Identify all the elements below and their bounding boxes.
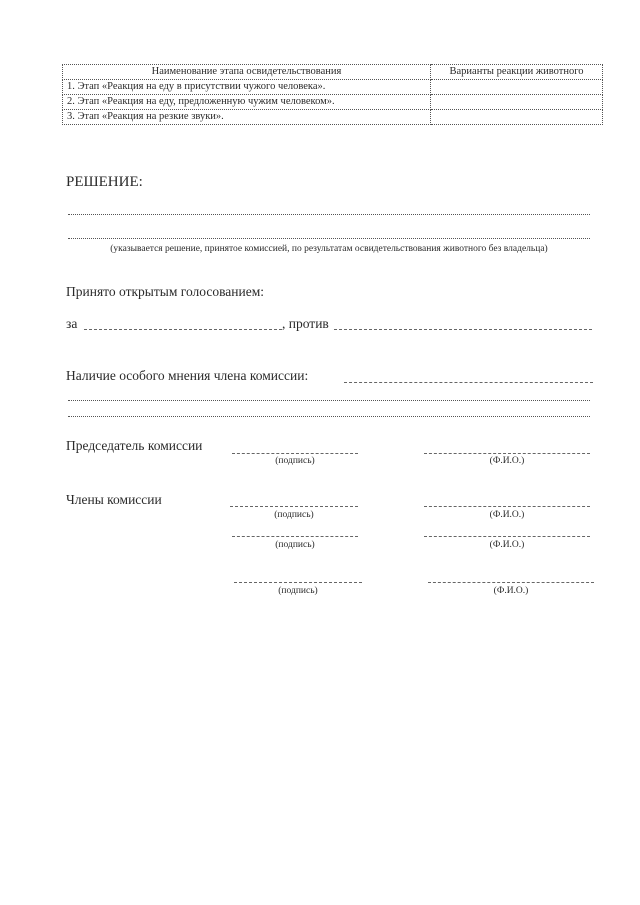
column-header-stage: Наименование этапа освидетельствования (63, 65, 431, 80)
member-name-caption: (Ф.И.О.) (489, 540, 525, 550)
member-signature-caption: (подпись) (278, 586, 318, 596)
member-signature-line[interactable] (232, 536, 358, 537)
table-row (63, 95, 603, 110)
decision-caption: (указывается решение, принятое комиссией, по результатам освидетельствования животного без владельца) (110, 244, 548, 254)
member-signature-caption: (подпись) (274, 510, 314, 520)
member-name-caption: (Ф.И.О.) (493, 586, 529, 596)
vote-for-field[interactable] (84, 329, 282, 330)
stage-name-cell: 2. Этап «Реакция на еду, предложенную чужим человеком». (63, 95, 431, 110)
chairman-label: Председатель комиссии (66, 438, 203, 453)
chairman-name-caption: (Ф.И.О.) (489, 456, 525, 466)
chairman-signature-line[interactable] (232, 453, 358, 454)
member-name-caption: (Ф.И.О.) (489, 510, 525, 520)
vote-against-field[interactable] (334, 329, 592, 330)
member-name-line[interactable] (424, 536, 590, 537)
decision-heading: РЕШЕНИЕ: (66, 174, 143, 190)
stage-name-cell: 1. Этап «Реакция на еду в присутствии чужого человека». (63, 80, 431, 95)
table-row (63, 110, 603, 125)
column-header-reaction: Варианты реакции животного (431, 65, 603, 80)
opinion-line-1[interactable] (68, 400, 590, 401)
reaction-cell (431, 110, 603, 125)
member-signature-caption: (подпись) (275, 540, 315, 550)
opinion-line-2[interactable] (68, 416, 590, 417)
vote-against-label: , против (282, 316, 329, 331)
table-header-row (63, 65, 603, 80)
member-signature-line[interactable] (234, 582, 362, 583)
reaction-cell (431, 95, 603, 110)
reaction-cell (431, 80, 603, 95)
table-row (63, 80, 603, 95)
vote-for-label: за (66, 316, 78, 331)
member-name-line[interactable] (424, 506, 590, 507)
stage-table (62, 64, 603, 125)
opinion-field[interactable] (344, 382, 593, 383)
stage-name-cell: 3. Этап «Реакция на резкие звуки». (63, 110, 431, 125)
vote-title: Принято открытым голосованием: (66, 284, 265, 299)
decision-line-1[interactable] (68, 214, 590, 215)
member-signature-line[interactable] (230, 506, 358, 507)
chairman-signature-caption: (подпись) (275, 456, 315, 466)
members-label: Члены комиссии (66, 492, 162, 507)
chairman-name-line[interactable] (424, 453, 590, 454)
member-name-line[interactable] (428, 582, 594, 583)
decision-line-2[interactable] (68, 238, 590, 239)
opinion-label: Наличие особого мнения члена комиссии: (66, 368, 309, 383)
